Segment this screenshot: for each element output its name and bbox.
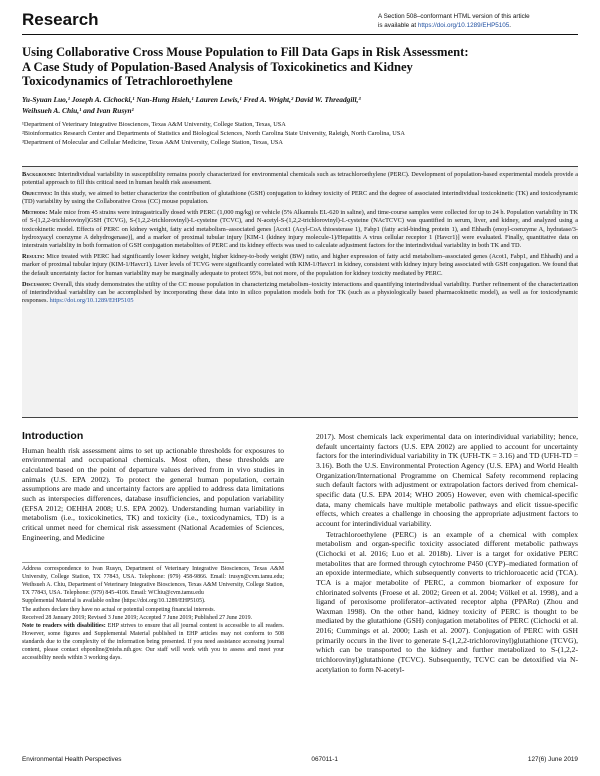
correspondence-note: Address correspondence to Ivan Rusyn, Department of Veterinary Integrative Biosciences, Texas A&M University, College Station, TX 77843, USA. Telephone: (979) 458-9866. Email: irusyn@cvm.tamu.edu; Weihsueh A. Chiu, Department of Veterinary Integrative Biosciences, Texas A&M University, College Station, TX 77843, USA. Telephone: (979) 845-4106. Email: WChiu@cvm.tamu.edu [22, 566, 284, 596]
accessibility-note: Note to readers with disabilities: EHP strives to ensure that all journal content is accessible to all readers. However, some figures and Supplemental Material published in EHP articles may not conform to 508 standards due to the complexity of the information being presented. If you need assistance accessing journal content, please contact ehponline@niehs.nih.gov. Our staff will work with you to assess and meet your accessibility needs within 3 working days. [22, 623, 284, 661]
affiliation: ¹Department of Veterinary Integrative Biosciences, Texas A&M University, College Station, Texas, USA [22, 121, 286, 128]
article-title: Using Collaborative Cross Mouse Population to Fill Data Gaps in Risk Assessment: A Case Study of Population-Based Analysis of Toxicokinetics and Kidney Toxicodynamics of Tetrachloroethylene [22, 45, 469, 88]
left-column [22, 432, 284, 543]
header-rule [22, 34, 578, 35]
html-note-line1: A Section 508–conformant HTML version of this article [378, 13, 530, 20]
intro-paragraph: Human health risk assessment aims to set up actionable thresholds for exposures to environmental and occupational chemicals. Most often, these thresholds are calculated based on the point of departure values derived from in vivo studies in animals (U.S. EPA 2002). To protect the general human population, certain assumptions are made and uncertainty factors are applied to address data limitations such as interspecies differences, database insufficiencies, and population variability (EFSA 2012; OEHHA 2008; U.S. EPA 2002). Understanding human variability in metabolism (i.e., toxicokinetics, TK) and toxicity (i.e., toxicodynamics, TD) is a critical unmet need for chemical risk assessment (National Academies of Sciences, Engineering, and Medicine [22, 445, 284, 542]
page-footer [22, 756, 578, 763]
dates-note: Received 28 January 2019; Revised 3 June 2019; Accepted 7 June 2019; Published 27 June 2019. [22, 614, 253, 621]
supplemental-note: Supplemental Material is available online (https://doi.org/10.1289/EHP5105). [22, 598, 206, 605]
abstract-objectives: Objectives: In this study, we aimed to better characterize the contribution of glutathione (GSH) conjugation to kidney toxicity of PERC and the degree of associated interindividual toxicokinetic (TK) and toxicodynamic (TD) variability by using the Collaborative Cross (CC) mouse population. [22, 190, 578, 206]
abstract-doi-link[interactable]: https://doi.org/10.1289/EHP5105 [49, 297, 134, 305]
section-label: Research [22, 10, 99, 29]
section-heading-introduction: Introduction [22, 430, 84, 442]
competing-interests-note: The authors declare they have no actual or potential competing financial interests. [22, 606, 216, 613]
page-number: 067011-1 [311, 756, 338, 763]
abstract-discussion: Discussion: Overall, this study demonstrates the utility of the CC mouse population in characterizing metabolism–toxicity interactions and quantifying interindividual variability. Further refinement of the characterization of interindividual variability can be accomplished by incorporating these data into in silico population models both for TK (such as a physiologically based pharmacokinetic model), as well as for toxicodynamic responses. https://doi.org/10.1289/EHP5105 [22, 280, 579, 305]
abstract-methods: Methods: Male mice from 45 strains were intragastrically dosed with PERC (1,000 mg/kg) or vehicle (5% Alkamuls EL-620 in saline), and time-course samples were collected for up to 24 h. Population variability in TK of S-(1,2,2-trichlorovinyl)GSH (TCVG), S-(1,2,2-trichlorovinyl)-L-cysteine (TCVC), and N-acetyl-S-(1,2,2-trichlorovinyl)-L-cysteine (NAcTCVC) was quantified in serum, liver, and kidney, and analyzed using a toxicokinetic model. Effects of PERC on kidney weight, fatty acid metabolism–associated genes [Acot1 (Acyl-CoA thioesterase 1), Fabp1 (fatty acid-binding protein 1), and Ehhadh (enoyl-coenzyme A, hydratase/3-hydroxyacyl coenzyme A dehydrogenase)], and a marker of proximal tubular injury [KIM-1 (kidney injury molecule-1)/Hepatitis A virus cellular receptor 1 (Havcr1)] were evaluated. Finally, quantitative data on interstrain variability in both formation of GSH conjugation metabolites of PERC and its kidney effects was used to calculate adjustment factors for the interindividual variability in both TK and TD. [22, 209, 579, 250]
article-doi-link[interactable]: https://doi.org/10.1289/EHP5105 [417, 22, 510, 29]
right-column [316, 432, 578, 675]
abstract [22, 166, 578, 418]
journal-name: Environmental Health Perspectives [22, 756, 122, 763]
intro-paragraph: Tetrachloroethylene (PERC) is an example of a chemical with complex metabolism and organ-specific toxicity associated different metabolic pathways (Cichocki et al. 2016; Luo et al. 2018b). Liver is a target for oxidative PERC metabolites that are formed through cytochrome P450 (CYP)–mediated formation of an epoxide intermediate, which subsequently converts to trichloroacetic acid (TCA). TCA is a major metabolite of PERC, a common biomarker of exposure for chlorinated solvents (Froese et al. 2002; Green et al. 2004; Völkel et al. 1998), and a ligand of peroxisome proliferator–activated receptor alpha (PPARα) (Zhou and Waxman 1998). On the other hand, kidney toxicity of PERC is thought to be mediated by the glutathione (GSH) conjugation metabolites of PERC (Cichocki et al. 2016; Cummings et al. 2000; Lash et al. 2007). Conjugation of PERC with GSH primarily occurs in the liver to generate S-(1,2,2-trichlorovinyl)glutathione (TCVG), which can be transported to the kidney and further metabolized to S-(1,2,2-trichlorovinyl)glutathione (TCVC). Subsequently, TCVC can be detoxified via N-acetylation to form N-acetyl- [316, 529, 578, 674]
html-note-line2: is available at https://doi.org/10.1289/EHP5105. [378, 22, 512, 29]
html-version-note [378, 12, 578, 30]
affiliation: ²Bioinformatics Research Center and Departments of Statistics and Biological Sciences, North Carolina State University, Raleigh, North Carolina, USA [22, 130, 405, 138]
issue-info: 127(6) June 2019 [527, 756, 578, 763]
intro-paragraph-continued: 2017). Most chemicals lack experimental data on interindividual variability; hence, default uncertainty factors (U.S. EPA 2002) are applied to account for uncertainty factors for the interindividual variability in TK (UFH-TK = 3.16) and TD (UFH-TD = 3.16). Both the U.S. Environmental Protection Agency (U.S. EPA) and World Health Organization/International Programme on Chemical Safety recommend replacing such default factors with adjustment or extrapolation factors derived from chemical-specific data (U.S. EPA 2014; WHO 2005) However, even with chemical-specific data, many chemicals have multiple metabolic pathways and elicit tissue-specific effects, which creates a challenge in choosing the appropriate adjustment factors to account for interindividual variability. [316, 432, 578, 528]
abstract-results: Results: Mice treated with PERC had significantly lower kidney weight, higher kidney-to-body weight (BW) ratio, and higher expression of fatty acid metabolism–associated genes (Acot1, Fabp1, and Ehhadh) and a marker of proximal tubular injury (KIM-1/Havcr1). Liver levels of TCVG were significantly correlated with KIM-1/Havcr1 in kidney, consistent with kidney injury being associated with GSH conjugation. We found that the default uncertainty factor for human variability may be marginally adequate to protect 95%, but not more, of the population for kidney toxicity mediated by PERC. [22, 253, 578, 277]
abstract-background: Background: Interindividual variability in susceptibility remains poorly characterized for environmental chemicals such as tetrachloroethylene (PERC). Development of population-based experimental models provide a potential approach to fill this critical need in human health risk assessment. [22, 171, 579, 187]
affiliations [22, 120, 578, 148]
author-list: Yu-Syuan Luo,¹ Joseph A. Cichocki,¹ Nan-Hung Hsieh,¹ Lauren Lewis,¹ Fred A. Wright,² David W. Threadgill,³ Weihsueh A. Chiu,¹ and Ivan Rusyn¹ [22, 95, 361, 115]
affiliation: ³Department of Molecular and Cellular Medicine, Texas A&M University, College Station, Texas, USA [22, 139, 283, 147]
footnotes [22, 562, 284, 663]
